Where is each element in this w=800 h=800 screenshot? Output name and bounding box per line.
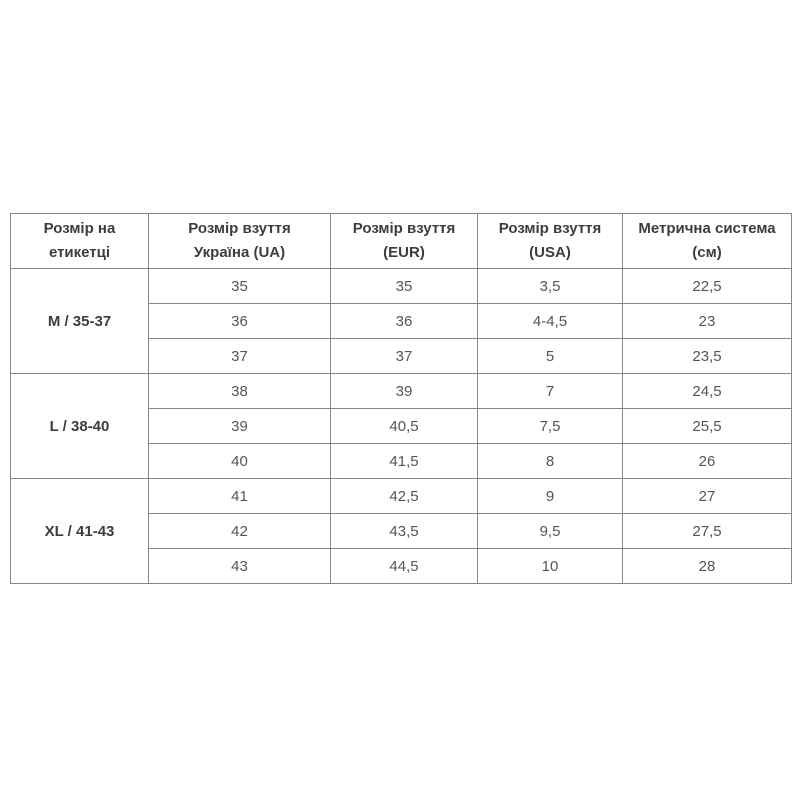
table-row — [11, 374, 792, 409]
data-cell: 37 — [149, 339, 331, 374]
column-header-line: етикетці — [48, 244, 111, 261]
data-cell: 25,5 — [623, 409, 792, 444]
data-cell: 35 — [331, 269, 478, 304]
data-cell: 41 — [149, 479, 331, 514]
group-label-cell: M / 35-37 — [11, 269, 149, 374]
column-header-line: (USA) — [529, 244, 571, 261]
data-cell: 10 — [478, 549, 623, 584]
column-header — [623, 214, 792, 269]
data-cell: 44,5 — [331, 549, 478, 584]
data-cell: 42 — [149, 514, 331, 549]
data-cell: 40,5 — [331, 409, 478, 444]
data-cell: 39 — [149, 409, 331, 444]
data-cell: 27,5 — [623, 514, 792, 549]
data-cell: 23 — [623, 304, 792, 339]
data-cell: 22,5 — [623, 269, 792, 304]
size-conversion-table — [10, 213, 792, 584]
column-header — [331, 214, 478, 269]
data-cell: 40 — [149, 444, 331, 479]
column-header-line: Розмір взуття — [352, 220, 456, 237]
data-cell: 7,5 — [478, 409, 623, 444]
data-cell: 23,5 — [623, 339, 792, 374]
column-header-line: Розмір на — [43, 220, 116, 237]
data-cell: 36 — [149, 304, 331, 339]
table-body — [11, 269, 792, 584]
data-cell: 37 — [331, 339, 478, 374]
data-cell: 43,5 — [331, 514, 478, 549]
data-cell: 3,5 — [478, 269, 623, 304]
column-header — [478, 214, 623, 269]
group-label-cell: L / 38-40 — [11, 374, 149, 479]
data-cell: 28 — [623, 549, 792, 584]
data-cell: 7 — [478, 374, 623, 409]
data-cell: 4-4,5 — [478, 304, 623, 339]
data-cell: 41,5 — [331, 444, 478, 479]
column-header-line: Україна (UA) — [193, 244, 286, 261]
data-cell: 24,5 — [623, 374, 792, 409]
data-cell: 38 — [149, 374, 331, 409]
column-header-line: (см) — [692, 244, 722, 261]
table-row — [11, 269, 792, 304]
data-cell: 9 — [478, 479, 623, 514]
data-cell: 5 — [478, 339, 623, 374]
group-label-cell: XL / 41-43 — [11, 479, 149, 584]
data-cell: 36 — [331, 304, 478, 339]
data-cell: 42,5 — [331, 479, 478, 514]
column-header-line: Розмір взуття — [188, 220, 291, 237]
table-header-row — [11, 214, 792, 269]
data-cell: 43 — [149, 549, 331, 584]
column-header-line: Метрична система — [638, 220, 776, 237]
data-cell: 27 — [623, 479, 792, 514]
data-cell: 35 — [149, 269, 331, 304]
table-row — [11, 479, 792, 514]
data-cell: 39 — [331, 374, 478, 409]
column-header-line: Розмір взуття — [498, 220, 602, 237]
column-header — [149, 214, 331, 269]
data-cell: 8 — [478, 444, 623, 479]
column-header-line: (EUR) — [383, 244, 425, 261]
column-header — [11, 214, 149, 269]
data-cell: 26 — [623, 444, 792, 479]
data-cell: 9,5 — [478, 514, 623, 549]
